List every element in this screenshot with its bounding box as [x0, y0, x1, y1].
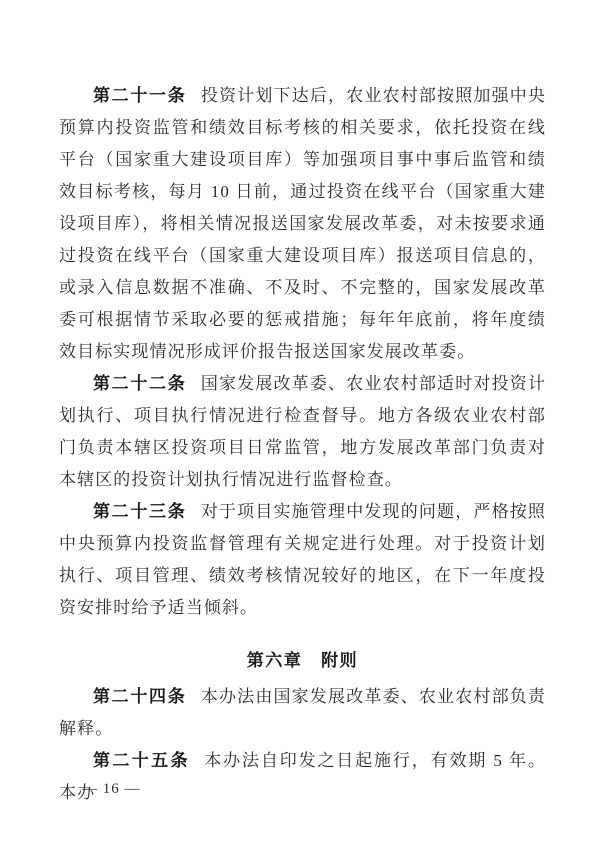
- page-number: — 16 —: [82, 781, 141, 797]
- article-23-paragraph: [59, 496, 546, 624]
- article-21-paragraph: [59, 80, 546, 368]
- article-21-text: 投资计划下达后，农业农村部按照加强中央预算内投资监管和绩效目标考核的相关要求，依托投资在线平台（国家重大建设项目库）等加强项目事中事后监管和绩效目标考核，每月 10 日前，通过投资在线平台（国家重大建设项目库），将相关情况报送国家发展改革委，对未按要求通过投资在线平台（国家重大建设项目库）报送项目信息的，或录入信息数据不准确、不及时、不完整的，国家发展改革委可根据情节采取必要的惩戒措施；每年年底前，将年度绩效目标实现情况形成评价报告报送国家发展改革委。: [59, 86, 547, 361]
- article-21-number: 第二十一条: [93, 86, 187, 105]
- article-24-number: 第二十四条: [93, 687, 187, 706]
- article-23-text: 对于项目实施管理中发现的问题，严格按照中央预算内投资监督管理有关规定进行处理。对于投资计划执行、项目管理、绩效考核情况较好的地区，在下一年度投资安排时给予适当倾斜。: [59, 502, 547, 617]
- chapter-heading: 第六章 附则: [246, 651, 359, 670]
- article-25-paragraph: [59, 745, 546, 809]
- document-body: [59, 80, 546, 809]
- article-24-text: 本办法由国家发展改革委、农业农村部负责解释。: [59, 687, 547, 738]
- article-25-number: 第二十五条: [93, 751, 190, 770]
- article-25-text: 本办法自印发之日起施行，有效期 5 年。本办: [59, 751, 547, 802]
- article-22-number: 第二十二条: [93, 374, 187, 393]
- article-23-number: 第二十三条: [93, 502, 187, 521]
- article-24-paragraph: [59, 681, 546, 745]
- article-22-text: 国家发展改革委、农业农村部适时对投资计划执行、项目执行情况进行检查督导。地方各级农业农村部门负责本辖区投资项目日常监管，地方发展改革部门负责对本辖区的投资计划执行情况进行监督检查。: [59, 374, 547, 489]
- article-22-paragraph: [59, 368, 546, 496]
